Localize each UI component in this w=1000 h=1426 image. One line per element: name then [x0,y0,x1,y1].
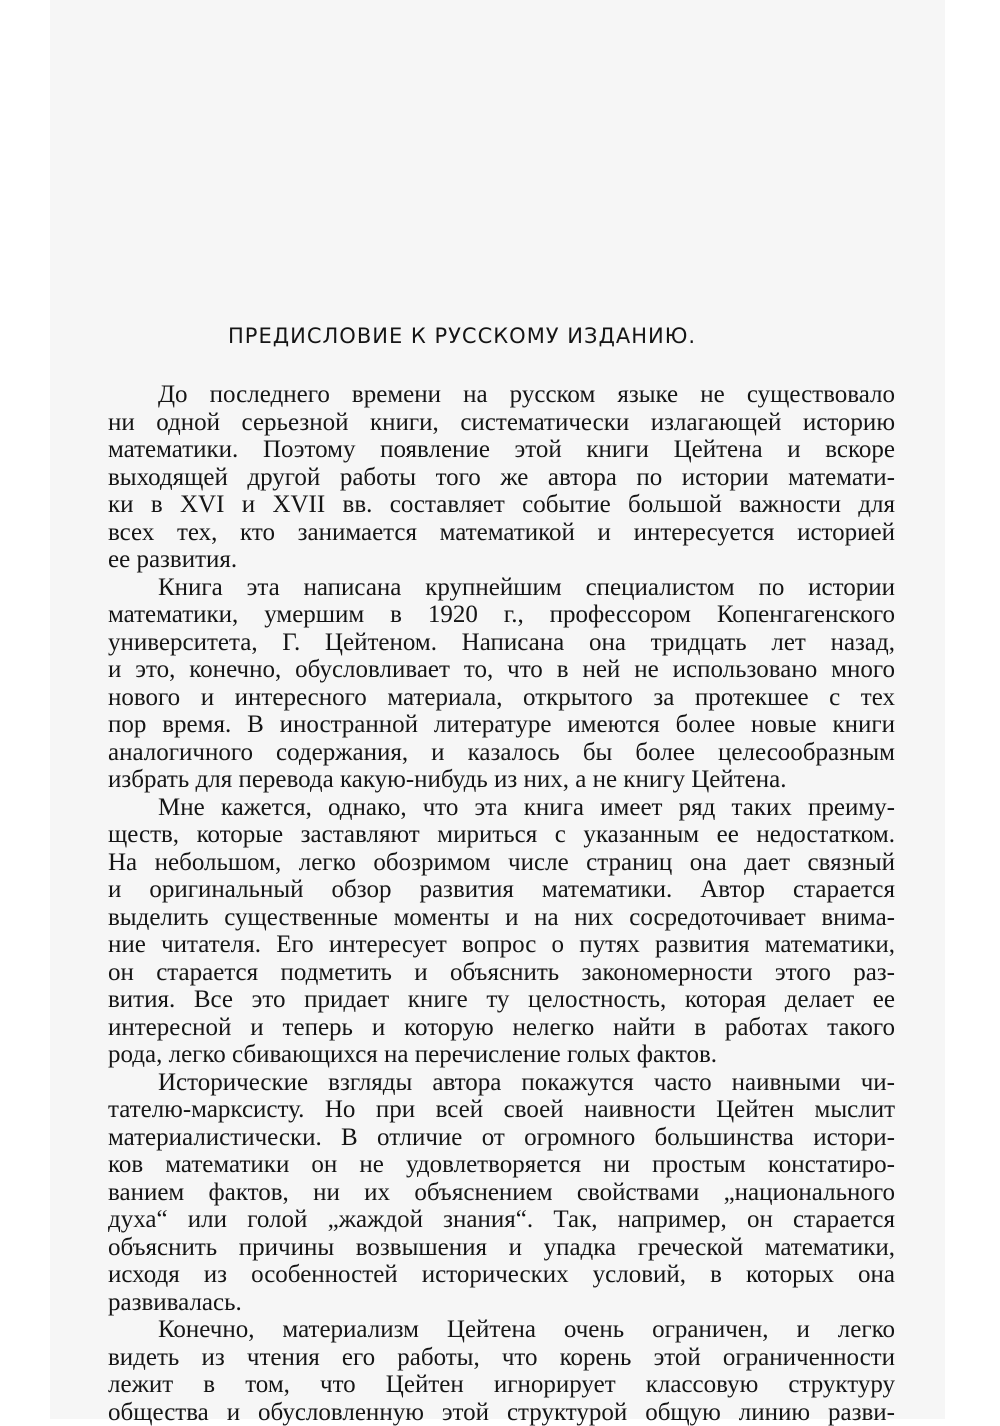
text-line: духа“ или голой „жаждой знания“. Так, например, он старается [108,1206,895,1234]
text-line: На небольшом, легко обозримом числе страниц она дает связный [108,849,895,877]
text-line: аналогичного содержания, и казалось бы более целесообразным [108,739,895,767]
text-line: университета, Г. Цейтеном. Написана она тридцать лет назад, [108,629,895,657]
text-line: видеть из чтения его работы, что корень этой ограниченности [108,1344,895,1372]
paragraph-first-line: До последнего времени на русском языке не существовало [108,381,895,409]
page-title: ПРЕДИСЛОВИЕ К РУССКОМУ ИЗДАНИЮ. [228,324,788,348]
paragraph-first-line: Исторические взгляды автора покажутся часто наивными чи- [108,1069,895,1097]
text-line: вития. Все это придает книге ту целостность, которая делает ее [108,986,895,1014]
text-line: избрать для перевода какую-нибудь из них, а не книгу Цейтена. [108,766,895,794]
text-line: тателю-марксисту. Но при всей своей наивности Цейтен мыслит [108,1096,895,1124]
paragraph-first-line: Мне кажется, однако, что эта книга имеет ряд таких преиму- [108,794,895,822]
text-line: выделить существенные моменты и на них сосредоточивает внима- [108,904,895,932]
text-line: рода, легко сбивающихся на перечисление голых фактов. [108,1041,895,1069]
text-line: математики, умершим в 1920 г., профессором Копенгагенского [108,601,895,629]
text-line: всех тех, кто занимается математикой и интересуется историей [108,519,895,547]
text-line: ществ, которые заставляют мириться с указанным ее недостатком. [108,821,895,849]
text-line: исходя из особенностей исторических условий, в которых она [108,1261,895,1289]
text-line: ее развития. [108,546,895,574]
text-line: и оригинальный обзор развития математики. Автор старается [108,876,895,904]
text-line: развивалась. [108,1289,895,1317]
text-line: объяснить причины возвышения и упадка греческой математики, [108,1234,895,1262]
text-line: и это, конечно, обусловливает то, что в ней не использовано много [108,656,895,684]
text-line: интересной и теперь и которую нелегко найти в работах такого [108,1014,895,1042]
text-line: материалистически. В отличие от огромного большинства истори- [108,1124,895,1152]
text-line: ни одной серьезной книги, систематически излагающей историю [108,409,895,437]
text-line: он старается подметить и объяснить закономерности этого раз- [108,959,895,987]
text-line: ние читателя. Его интересует вопрос о путях развития математики, [108,931,895,959]
text-line: математики. Поэтому появление этой книги Цейтена и вскоре [108,436,895,464]
paragraph-first-line: Конечно, материализм Цейтена очень ограничен, и легко [108,1316,895,1344]
text-line: общества и обусловленную этой структурой общую линию разви- [108,1399,895,1426]
text-line: нового и интересного материала, открытого за протекшее с тех [108,684,895,712]
text-line: лежит в том, что Цейтен игнорирует классовую структуру [108,1371,895,1399]
text-line: ки в XVI и XVII вв. составляет событие большой важности для [108,491,895,519]
text-line: ков математики он не удовлетворяется ни простым констатиро- [108,1151,895,1179]
body-text [108,381,895,1426]
text-line: ванием фактов, ни их объяснением свойствами „национального [108,1179,895,1207]
paragraph-first-line: Книга эта написана крупнейшим специалистом по истории [108,574,895,602]
text-line: пор время. В иностранной литературе имеются более новые книги [108,711,895,739]
text-line: выходящей другой работы того же автора по истории математи- [108,464,895,492]
